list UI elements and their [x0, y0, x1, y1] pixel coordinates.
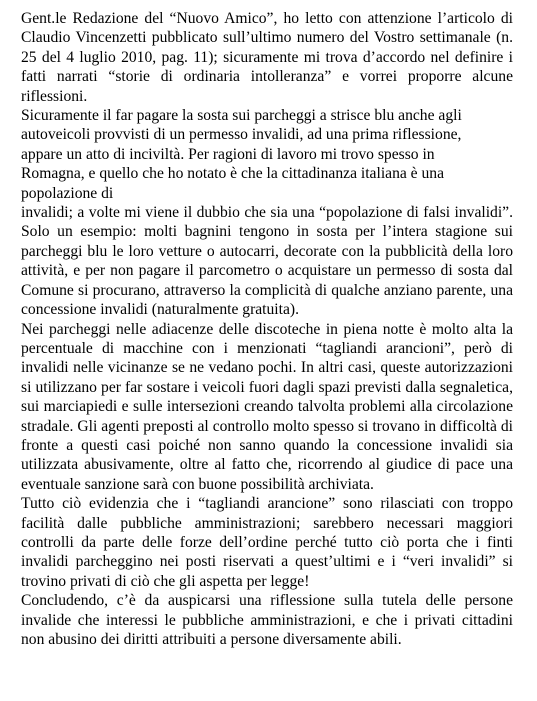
paragraph-line: Sicuramente il far pagare la sosta sui parcheggi a strisce blu anche agli	[21, 107, 462, 125]
paragraph-line: Romagna, e quello che ho notato è che la cittadinanza italiana è una	[21, 165, 445, 183]
paragraph-permits: Tutto ciò evidenzia che i “tagliandi arancione” sono rilasciati con troppo facilità dalle pubbliche amministrazioni; sarebbero necessari maggiori controlli da parte delle forze dell’ordine perché tutto ciò porta che i finti invalidi parcheggino nei posti riservati a quest’ultimi e i “veri invalidi” si trovino privati di ciò che gli aspetta per legge!	[21, 495, 513, 590]
paragraph-line: popolazione di	[21, 184, 114, 202]
paragraph-discotheques: Nei parcheggi nelle adiacenze delle discoteche in piena notte è molto alta la percentuale di macchine con i menzionati “tagliandi arancioni”, però di invalidi nelle vicinanze se ne vedano pochi. In altri casi, queste autorizzazioni si utilizzano per far sostare i veicoli fuori dagli spazi previsti dalla segnaletica, sui marciapiedi e sulle intersezioni creando talvolta problemi alla circolazione stradale. Gli agenti preposti al controllo molto spesso si trovano in difficoltà di fronte a questi casi poiché non sanno quando la concessione invalidi sia utilizzata abusivamente, oltre al fatto che, ricorrendo al giudice di pace una eventuale sanzione sarà con buone possibilità archiviata.	[21, 320, 513, 493]
paragraph-conclusion: Concludendo, c’è da auspicarsi una riflessione sulla tutela delle persone invalide che interessi le pubbliche amministrazioni, e che i privati cittadini non abusino dei diritti attribuiti a persone diversamente abili.	[21, 592, 513, 648]
paragraph-parking-fees	[21, 106, 513, 203]
paragraph-intro: Gent.le Redazione del “Nuovo Amico”, ho letto con attenzione l’articolo di Claudio Vincenzetti pubblicato sull’ultimo numero del Vostro settimanale (n. 25 del 4 luglio 2010, pag. 11); sicuramente mi trova d’accordo nel definire i fatti narrati “storie di ordinaria intolleranza” e vorrei proporre alcune riflessioni.	[21, 10, 513, 105]
letter-body	[21, 9, 513, 649]
paragraph-false-invalids: invalidi; a volte mi viene il dubbio che sia una “popolazione di falsi invalidi”. Solo un esempio: molti bagnini tengono in sosta per l’intera stagione sui parcheggi blu le loro vetture o autocarri, decorate con la pubblicità della loro attività, e per non pagare il parcometro o acquistare un permesso di sosta dal Comune si procurano, attraverso la complicità di qualche anziano parente, una concessione invalidi (naturalmente gratuita).	[21, 204, 513, 319]
paragraph-line: appare un atto di inciviltà. Per ragioni di lavoro mi trovo spesso in	[21, 145, 435, 163]
paragraph-line: autoveicoli provvisti di un permesso invalidi, ad una prima riflessione,	[21, 126, 462, 144]
